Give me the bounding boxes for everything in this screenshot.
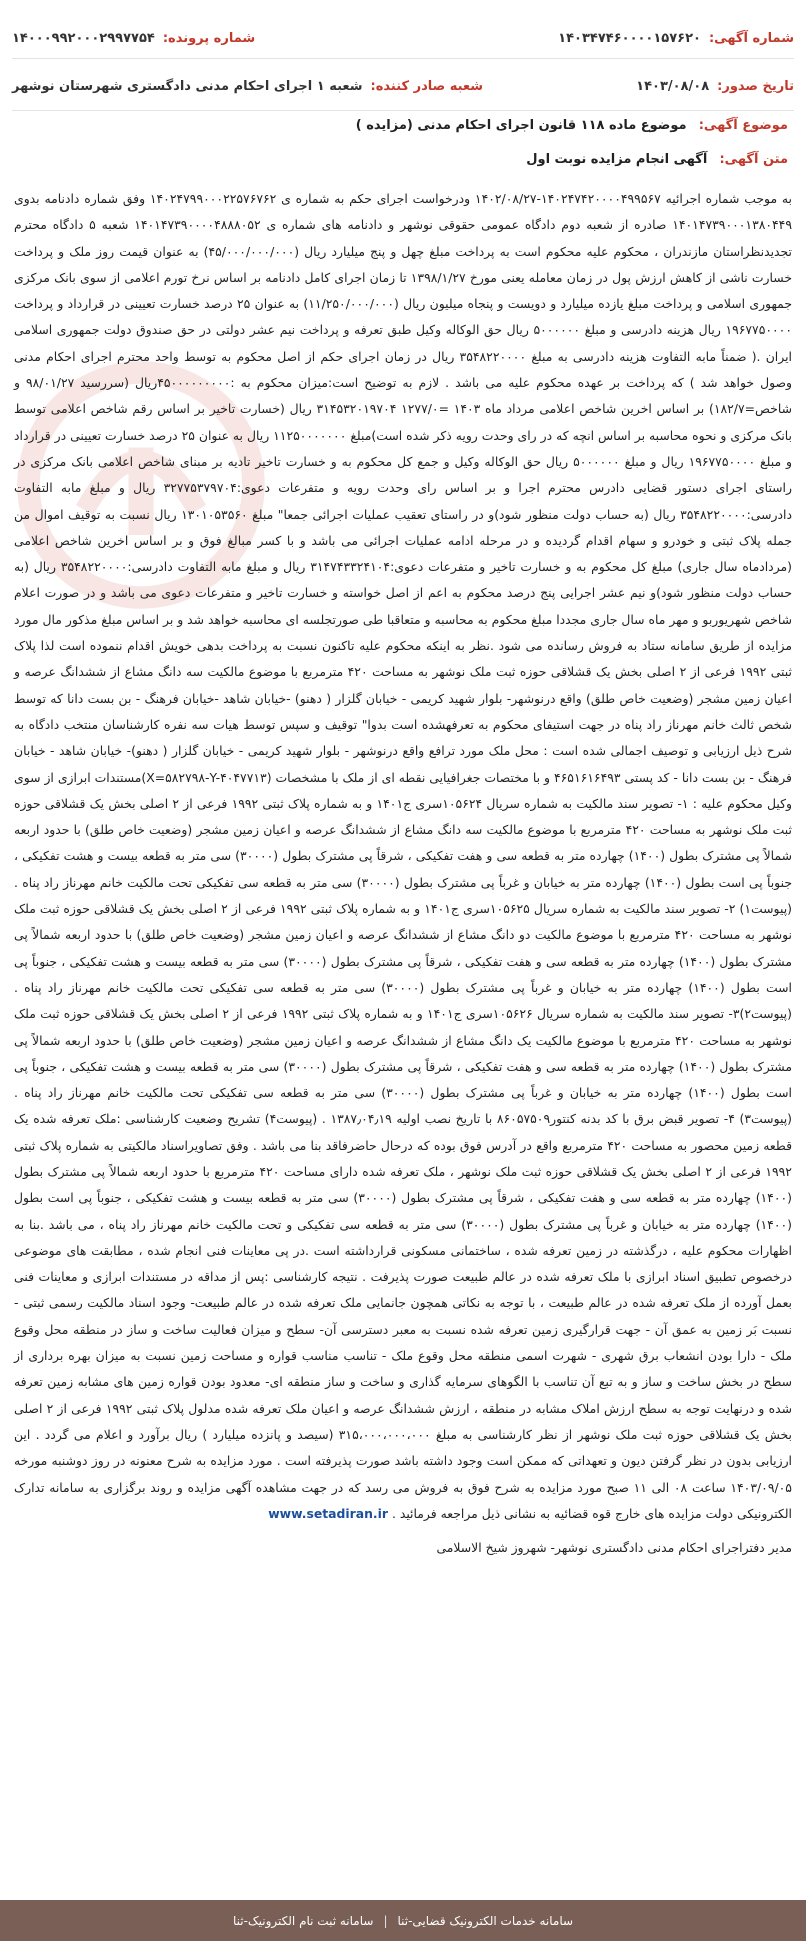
file-number-label: شماره پرونده: [162, 30, 256, 46]
header-divider [12, 58, 794, 59]
footer-separator: | [383, 1913, 388, 1928]
subject-value: موضوع ماده ۱۱۸ قانون اجرای احکام مدنی (مزایده ) [355, 118, 687, 133]
issue-date-field [636, 79, 794, 94]
body-label: متن آگهی: [719, 152, 788, 167]
ad-body-paragraph: به موجب شماره اجرائیه ۱۴۰۲۴۷۴۲۰۰۰۰۴۹۹۵۶۷-۱۴۰۲/۰۸/۲۷ ودرخواست اجرای حکم به شماره ی ۱۴۰۲۴۷۹۹۰۰۰۲۲۵۷۶۷۶۲ وفق شماره دادنامه بدوی ۱۴۰۱۴۷۳۹۰۰۰۱۳۸۰۴۴۹ صادره از شعبه دوم دادگاه عمومی حقوقی نوشهر و دادنامه های شماره ی ۱۴۰۱۴۷۳۹۰۰۰۰۴۸۸۸۰۵۲ شعبه ۵ دادگاه محترم تجدیدنظراستان مازندران ، محکوم علیه محکوم است به پرداخت مبلغ چهل و پنج میلیارد ریال (۴۵/۰۰۰/۰۰۰/۰۰۰) به عنوان قیمت روز ملک و پرداخت خسارت ناشی از کاهش ارزش پول در زمان معامله یعنی مورخ ۱۳۹۸/۱/۲۷ تا زمان اجرای کامل دادنامه بر اساس نرخ تورم اعلامی از سوی بانک مرکزی جمهوری اسلامی و پرداخت مبلغ یازده میلیارد و دویست و پنجاه میلیون ریال (۱۱/۲۵۰/۰۰۰/۰۰۰) به عنوان ۲۵ درصد خسارت تعیینی در قرارداد و پرداخت ۱۹۶۷۷۵۰۰۰۰ ریال هزینه دادرسی و مبلغ ۵۰۰۰۰۰۰ ریال حق الوکاله وکیل طبق تعرفه و پرداخت نیم عشر دولتی در حق صندوق دولت جمهوری اسلامی ایران .( ضمناً مابه التفاوت هزینه دادرسی به مبلغ ۳۵۴۸۲۲۰۰۰۰ ریال در زمان اجرای حکم از اصل محکوم به توسط واحد محترم اجرای احکام مدنی وصول خواهد شد ) که پرداخت بر عهده محکوم علیه می باشد . لازم به توضیح است:میزان محکوم به :۴۵۰۰۰۰۰۰۰۰۰ریال (سررسید ۹۸/۰۱/۲۷ و شاخص=۱۸۲/۷) بر اساس اخرین شاخص اعلامی مرداد ماه ۱۴۰۳ =۱۲۷۷/۰ ۳۱۴۵۳۲۰۱۹۷۰۴ ریال (خسارت تاخیر بر اساس رقم شاخص اعلامی توسط بانک مرکزی و نحوه محاسبه بر اساس انچه که در رای وحدت رویه ذکر شده است)مبلغ ۱۱۲۵۰۰۰۰۰۰۰ ریال به عنوان ۲۵ درصد خسارت تعیینی در قرارداد و مبلغ ۱۹۶۷۷۵۰۰۰۰ ریال و مبلغ ۵۰۰۰۰۰۰ ریال حق الوکاله وکیل و جمع کل محکوم به و خسارت تاخیر تادیه بر مبنای شاخص اعلامی بانک مرکزی در راستای اجرای دستور قضایی دادرس محترم اجرا و بر اساس رای وحدت رویه و متفرعات دعوی:۳۲۷۷۵۳۷۹۷۰۴ ریال و مبلغ مابه التفاوت دادرسی:۳۵۴۸۲۲۰۰۰۰ ریال (به حساب دولت منظور شود)و در راستای تعقیب عملیات اجرائی جمعا" مبلغ ۱۳۰۱۰۵۳۵۶۰ ریال نسبت به توقیف اموال من جمله پلاک ثبتی و خودرو و سهام اقدام گردیده و در مرحله ادامه عملیات اجرائی می باشد و با کسر مبالغ فوق و بر اساس اخرین شاخص اعلامی (مردادماه سال جاری) مبلغ کل محکوم به و خسارت تاخیر و متفرعات دعوی:۳۱۴۷۴۳۳۲۴۱۰۴ ریال و مبلغ مابه التفاوت دادرسی:۳۵۴۸۲۲۰۰۰۰ ریال (به حساب دولت منظور شود)و نیم عشر اجرایی پنج درصد محکوم به اعم از اصل خواسته و خسارت تاخیر و متفرعات دعوی می باشد و در صورت اعلام شاخص شهریوربو و مهر ماه سال جاری مجددا مبلغ محکوم به محاسبه و متعاقبا طی صورتجلسه ای محاسبه خواهد شد و بر اساس مبلغ مذکور مال مورد مزایده از طریق سامانه ستاد به فروش رسانده می شود .نظر به اینکه محکوم علیه تاکنون نسبت به پرداخت بدهی خویش اقدام ننموده است لذا پلاک ثبتی ۱۹۹۲ فرعی از ۲ اصلی بخش یک قشلاقی حوزه ثبت ملک نوشهر به مساحت ۴۲۰ مترمربع با موضوع مالکیت سه دانگ مشاع از ششدانگ عرصه و اعیان زمین مشجر (وضعیت خاص طلق) واقع درنوشهر- بلوار شهید کریمی - خیابان گلزار ( دهنو) -خیابان شاهد -خیابان فرهنگ - بن بست دانا که توسط شخص ثالث خانم مهرناز راد پناه در جهت استیفای محکوم به تعرفهشده است بدوا" توقیف و سپس توسط هیات سه نفره کارشناسان منتخب دادگاه به شرح ذیل ارزیابی و توصیف اجمالی شده است : محل ملک مورد ترافع واقع درنوشهر - بلوار شهید کریمی - خیابان گلزار ( دهنو)- خیابان شاهد - خیابان فرهنگ - بن بست دانا - کد پستی ۴۶۵۱۶۱۶۴۹۳ و با مختصات جغرافیایی نقطه ای از ملک با مشخصات (X=۵۸۲۷۹۸-Y-۴۰۴۷۷۱۳)مستندات ابرازی از سوی وکیل محکوم علیه : ۱- تصویر سند مالکیت به شماره سریال ۱۰۵۶۲۴سری ج۱۴۰۱ و به شماره پلاک ثبتی ۱۹۹۲ فرعی از ۲ اصلی بخش یک قشلاقی حوزه ثبت ملک نوشهر به مساحت ۴۲۰ مترمربع با موضوع مالکیت سه دانگ مشاع از ششدانگ عرصه و اعیان زمین مشجر (وضعیت خاص طلق) با حدود اربعه شمالاً پی مشترک بطول (۱۴۰۰) چهارده متر به قطعه سی و هفت تفکیکی ، شرقاً پی مشترک بطول (۳۰۰۰۰) سی متر به قطعه بیست و هشت تفکیکی ، جنوباً پی است بطول (۱۴۰۰) چهارده متر به خیابان و غرباً پی مشترک بطول (۳۰۰۰۰) سی متر به قطعه سی تفکیکی تحت مالکیت خانم مهرناز راد پناه . (پیوست۱) ۲- تصویر سند مالکیت به شماره سریال ۱۰۵۶۲۵سری ج۱۴۰۱ و به شماره پلاک ثبتی ۱۹۹۲ فرعی از ۲ اصلی بخش یک قشلاقی حوزه ثبت ملک نوشهر به مساحت ۴۲۰ مترمربع با موضوع مالکیت دو دانگ مشاع از ششدانگ عرصه و اعیان زمین مشجر (وضعیت خاص طلق) با حدود اربعه شمالاً پی مشترک بطول (۱۴۰۰) چهارده متر به قطعه سی و هفت تفکیکی ، شرقاً پی مشترک بطول (۳۰۰۰۰) سی متر به قطعه بیست و هشت تفکیکی ، جنوباً پی است بطول (۱۴۰۰) چهارده متر به خیابان و غرباً پی مشترک بطول (۳۰۰۰۰) سی متر به قطعه سی تفکیکی تحت مالکیت خانم مهرناز راد پناه . (پیوست۲)۳- تصویر سند مالکیت به شماره سریال ۱۰۵۶۲۶سری ج۱۴۰۱ و به شماره پلاک ثبتی ۱۹۹۲ فرعی از ۲ اصلی بخش یک قشلاقی حوزه ثبت ملک نوشهر به مساحت ۴۲۰ مترمربع با موضوع مالکیت یک دانگ مشاع از ششدانگ عرصه و اعیان زمین مشجر (وضعیت خاص طلق) با حدود اربعه شمالاً پی مشترک بطول (۱۴۰۰) چهارده متر به قطعه سی و هفت تفکیکی ، شرقاً پی مشترک بطول (۳۰۰۰۰) سی متر به قطعه بیست و هشت تفکیکی ، جنوباً پی است بطول (۱۴۰۰) چهارده متر به خیابان و غرباً پی مشترک بطول (۳۰۰۰۰) سی متر به قطعه سی تفکیکی تحت مالکیت خانم مهرناز راد پناه . (پیوست۳) ۴- تصویر قبض برق با کد بدنه کنتور۸۶۰۵۷۵۰۹ با تاریخ نصب اولیه ۱۳۸۷٫۰۴٫۱۹ . (پیوست۴) تشریح وضعیت کارشناسی :ملک تعرفه شده یک قطعه زمین محصور به مساحت ۴۲۰ مترمربع واقع در آدرس فوق بوده که درحال حاضرفاقد بنا می باشد . وفق تصاویراسناد مالکیتی به شماره پلاک ثبتی ۱۹۹۲ فرعی از ۲ اصلی بخش یک قشلاقی حوزه ثبت ملک نوشهر ، ملک تعرفه شده دارای مساحت ۴۲۰ مترمربع با حدود اربعه شمالاً پی مشترک بطول (۱۴۰۰) چهارده متر به قطعه سی و هفت تفکیکی ، شرقاً پی مشترک بطول (۳۰۰۰۰) سی متر به قطعه بیست و هشت تفکیکی ، جنوباً پی است بطول (۱۴۰۰) چهارده متر به خیابان و غرباً پی مشترک بطول (۳۰۰۰۰) سی متر به قطعه سی تفکیکی و تحت مالکیت خانم مهرناز راد پناه ، می باشد .بنا به اظهارات محکوم علیه ، درگذشته در زمین تعرفه شده ، ساختمانی مسکونی قرارداشته است .در پی معاینات فنی انجام شده ، مطابقت های موضوعی درخصوص تطبیق اسناد ابرازی با ملک تعرفه شده در عالم طبیعت صورت پذیرفت . نتیجه کارشناسی :پس از مداقه در مستندات ابرازی و معاینات فنی بعمل آورده از ملک تعرفه شده در عالم طبیعت ، با توجه به نکاتی همچون جانمایی ملک تعرفه شده در عالم طبیعت- وجود اسناد مالکیت رسمی ثبتی - نسبت بَر زمین به عمق آن - جهت قرارگیری زمین تعرفه شده نسبت به معبر دسترسی آن- سطح و میزان فعالیت ساخت و ساز در منطقه محل وقوع ملک - دارا بودن انشعاب برق شهری - شهرت اسمی منطقه محل وقوع ملک - تناسب مناسب قواره و مساحت زمین نسبت به میزان بهره برداری از سطح در بخش ساخت و ساز و به تبع آن تناسب با الگوهای سرمایه گذاری و ساخت و ساز منطقه ای- معدود بودن قواره زمین های مشابه زمین تعرفه شده و درنهایت توجه به سطح ارزش املاک مشابه در منطقه ، ارزش ششدانگ عرصه و اعیان ملک تعرفه شده مدلول پلاک ثبتی ۱۹۹۲ فرعی از ۲ اصلی بخش یک قشلاقی حوزه ثبت ملک نوشهر از نظر کارشناسی به مبلغ ۳۱۵،۰۰۰،۰۰۰،۰۰۰ (سیصد و پانزده میلیارد ) ریال برآورد و اعلام می گردد . این ارزیابی بدون در نظر گرفتن دیون و تعهداتی که ممکن است وجود داشته باشد صورت پذیرفته است . مورد مزایده به شرح معنونه در روز دوشنبه مورخه ۱۴۰۳/۰۹/۰۵ ساعت ۰۸ الی ۱۱ صبح مورد مزایده به شرح فوق به فروش می رسد که در جهت مشاهده آگهی مزایده و روند برگزاری به سامانه تدارک الکترونیکی دولت مزایده های خارج قوه قضائیه به نشانی ذیل مراجعه فرمائید . [14, 191, 793, 1521]
issue-date-label: تاریخ صدور: [717, 78, 794, 94]
setadiran-link[interactable]: www.setadiran.ir [268, 1505, 388, 1521]
ad-body-title [18, 152, 788, 167]
file-number-field [12, 31, 255, 46]
footer-bar [0, 1900, 806, 1941]
ad-subject [18, 118, 788, 133]
ad-header [12, 10, 794, 108]
body-title: آگهی انجام مزایده نوبت اول [526, 152, 708, 167]
signature: مدیر دفتراجرای احکام مدنی دادگستری نوشهر- شهروز شیخ الاسلامی [436, 1540, 792, 1556]
ad-body [14, 186, 792, 1561]
ad-body-text [14, 186, 792, 1527]
issue-date: ۱۴۰۳/۰۸/۰۸ [636, 78, 710, 94]
footer-link-sana-services[interactable]: سامانه خدمات الکترونیک قضایی-ثنا [397, 1913, 574, 1928]
ad-number-field [558, 31, 794, 46]
ad-number-label: شماره آگهی: [708, 30, 794, 46]
footer-link-sana-registration[interactable]: سامانه ثبت نام الکترونیک-ثنا [232, 1913, 374, 1928]
subject-label: موضوع آگهی: [698, 118, 788, 133]
header-row-numbers [12, 24, 794, 52]
header-divider-bottom [12, 110, 794, 111]
ad-number: ۱۴۰۳۴۷۴۶۰۰۰۰۱۵۷۶۲۰ [558, 30, 701, 46]
issuer-field [12, 79, 483, 94]
issuer-label: شعبه صادر کننده: [370, 78, 484, 94]
file-number: ۱۴۰۰۰۹۹۲۰۰۰۲۹۹۷۷۵۴ [12, 30, 155, 46]
header-row-issuer [12, 72, 794, 100]
issuer: شعبه ۱ اجرای احکام مدنی دادگستری شهرستان نوشهر [12, 78, 363, 94]
